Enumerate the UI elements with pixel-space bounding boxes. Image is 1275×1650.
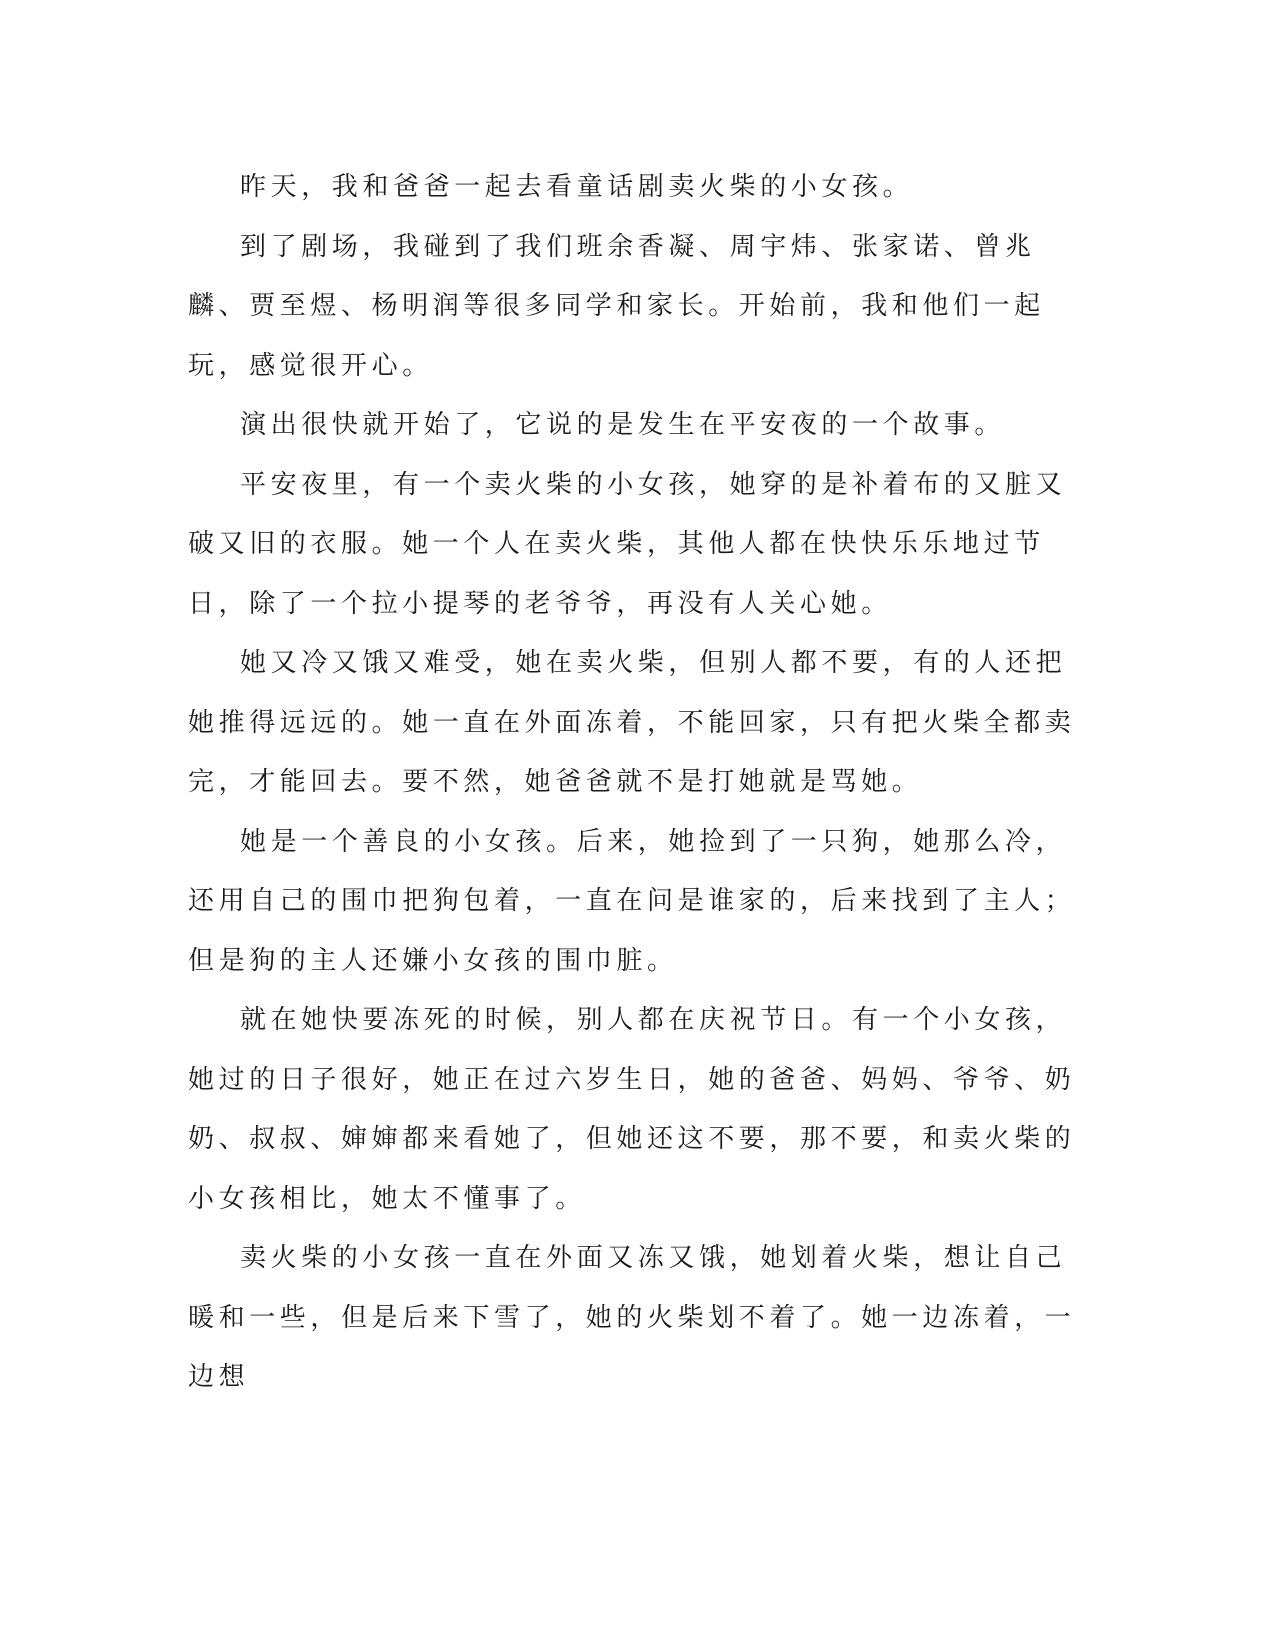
paragraph: 演出很快就开始了，它说的是发生在平安夜的一个故事。 <box>240 410 1006 440</box>
paragraph: 昨天，我和爸爸一起去看童话剧卖火柴的小女孩。 <box>240 172 914 202</box>
document-body <box>188 158 1088 1408</box>
paragraph: 平安夜里，有一个卖火柴的小女孩，她穿的是补着布的又脏又破又旧的衣服。她一个人在卖火柴，其他人都在快快乐乐地过节日，除了一个拉小提琴的老爷爷，再没有人关心她。 <box>188 469 1067 619</box>
paragraph: 到了剧场，我碰到了我们班余香凝、周宇炜、张家诺、曾兆麟、贾至煜、杨明润等很多同学和家长。开始前，我和他们一起玩，感觉很开心。 <box>188 231 1045 381</box>
paragraph: 她又冷又饿又难受，她在卖火柴，但别人都不要，有的人还把她推得远远的。她一直在外面冻着，不能回家，只有把火柴全都卖完，才能回去。要不然，她爸爸就不是打她就是骂她。 <box>188 648 1076 797</box>
paragraph: 她是一个善良的小女孩。后来，她捡到了一只狗，她那么冷，还用自己的围巾把狗包着，一直在问是谁家的，后来找到了主人；但是狗的主人还嫌小女孩的围巾脏。 <box>188 826 1076 976</box>
paragraph: 就在她快要冻死的时候，别人都在庆祝节日。有一个小女孩，她过的日子很好，她正在过六岁生日，她的爸爸、妈妈、爷爷、奶奶、叔叔、婶婶都来看她了，但她还这不要，那不要，和卖火柴的小女孩相比，她太不懂事了。 <box>188 1005 1076 1214</box>
paragraph: 卖火柴的小女孩一直在外面又冻又饿，她划着火柴，想让自己暖和一些，但是后来下雪了，她的火柴划不着了。她一边冻着，一边想 <box>188 1243 1076 1392</box>
